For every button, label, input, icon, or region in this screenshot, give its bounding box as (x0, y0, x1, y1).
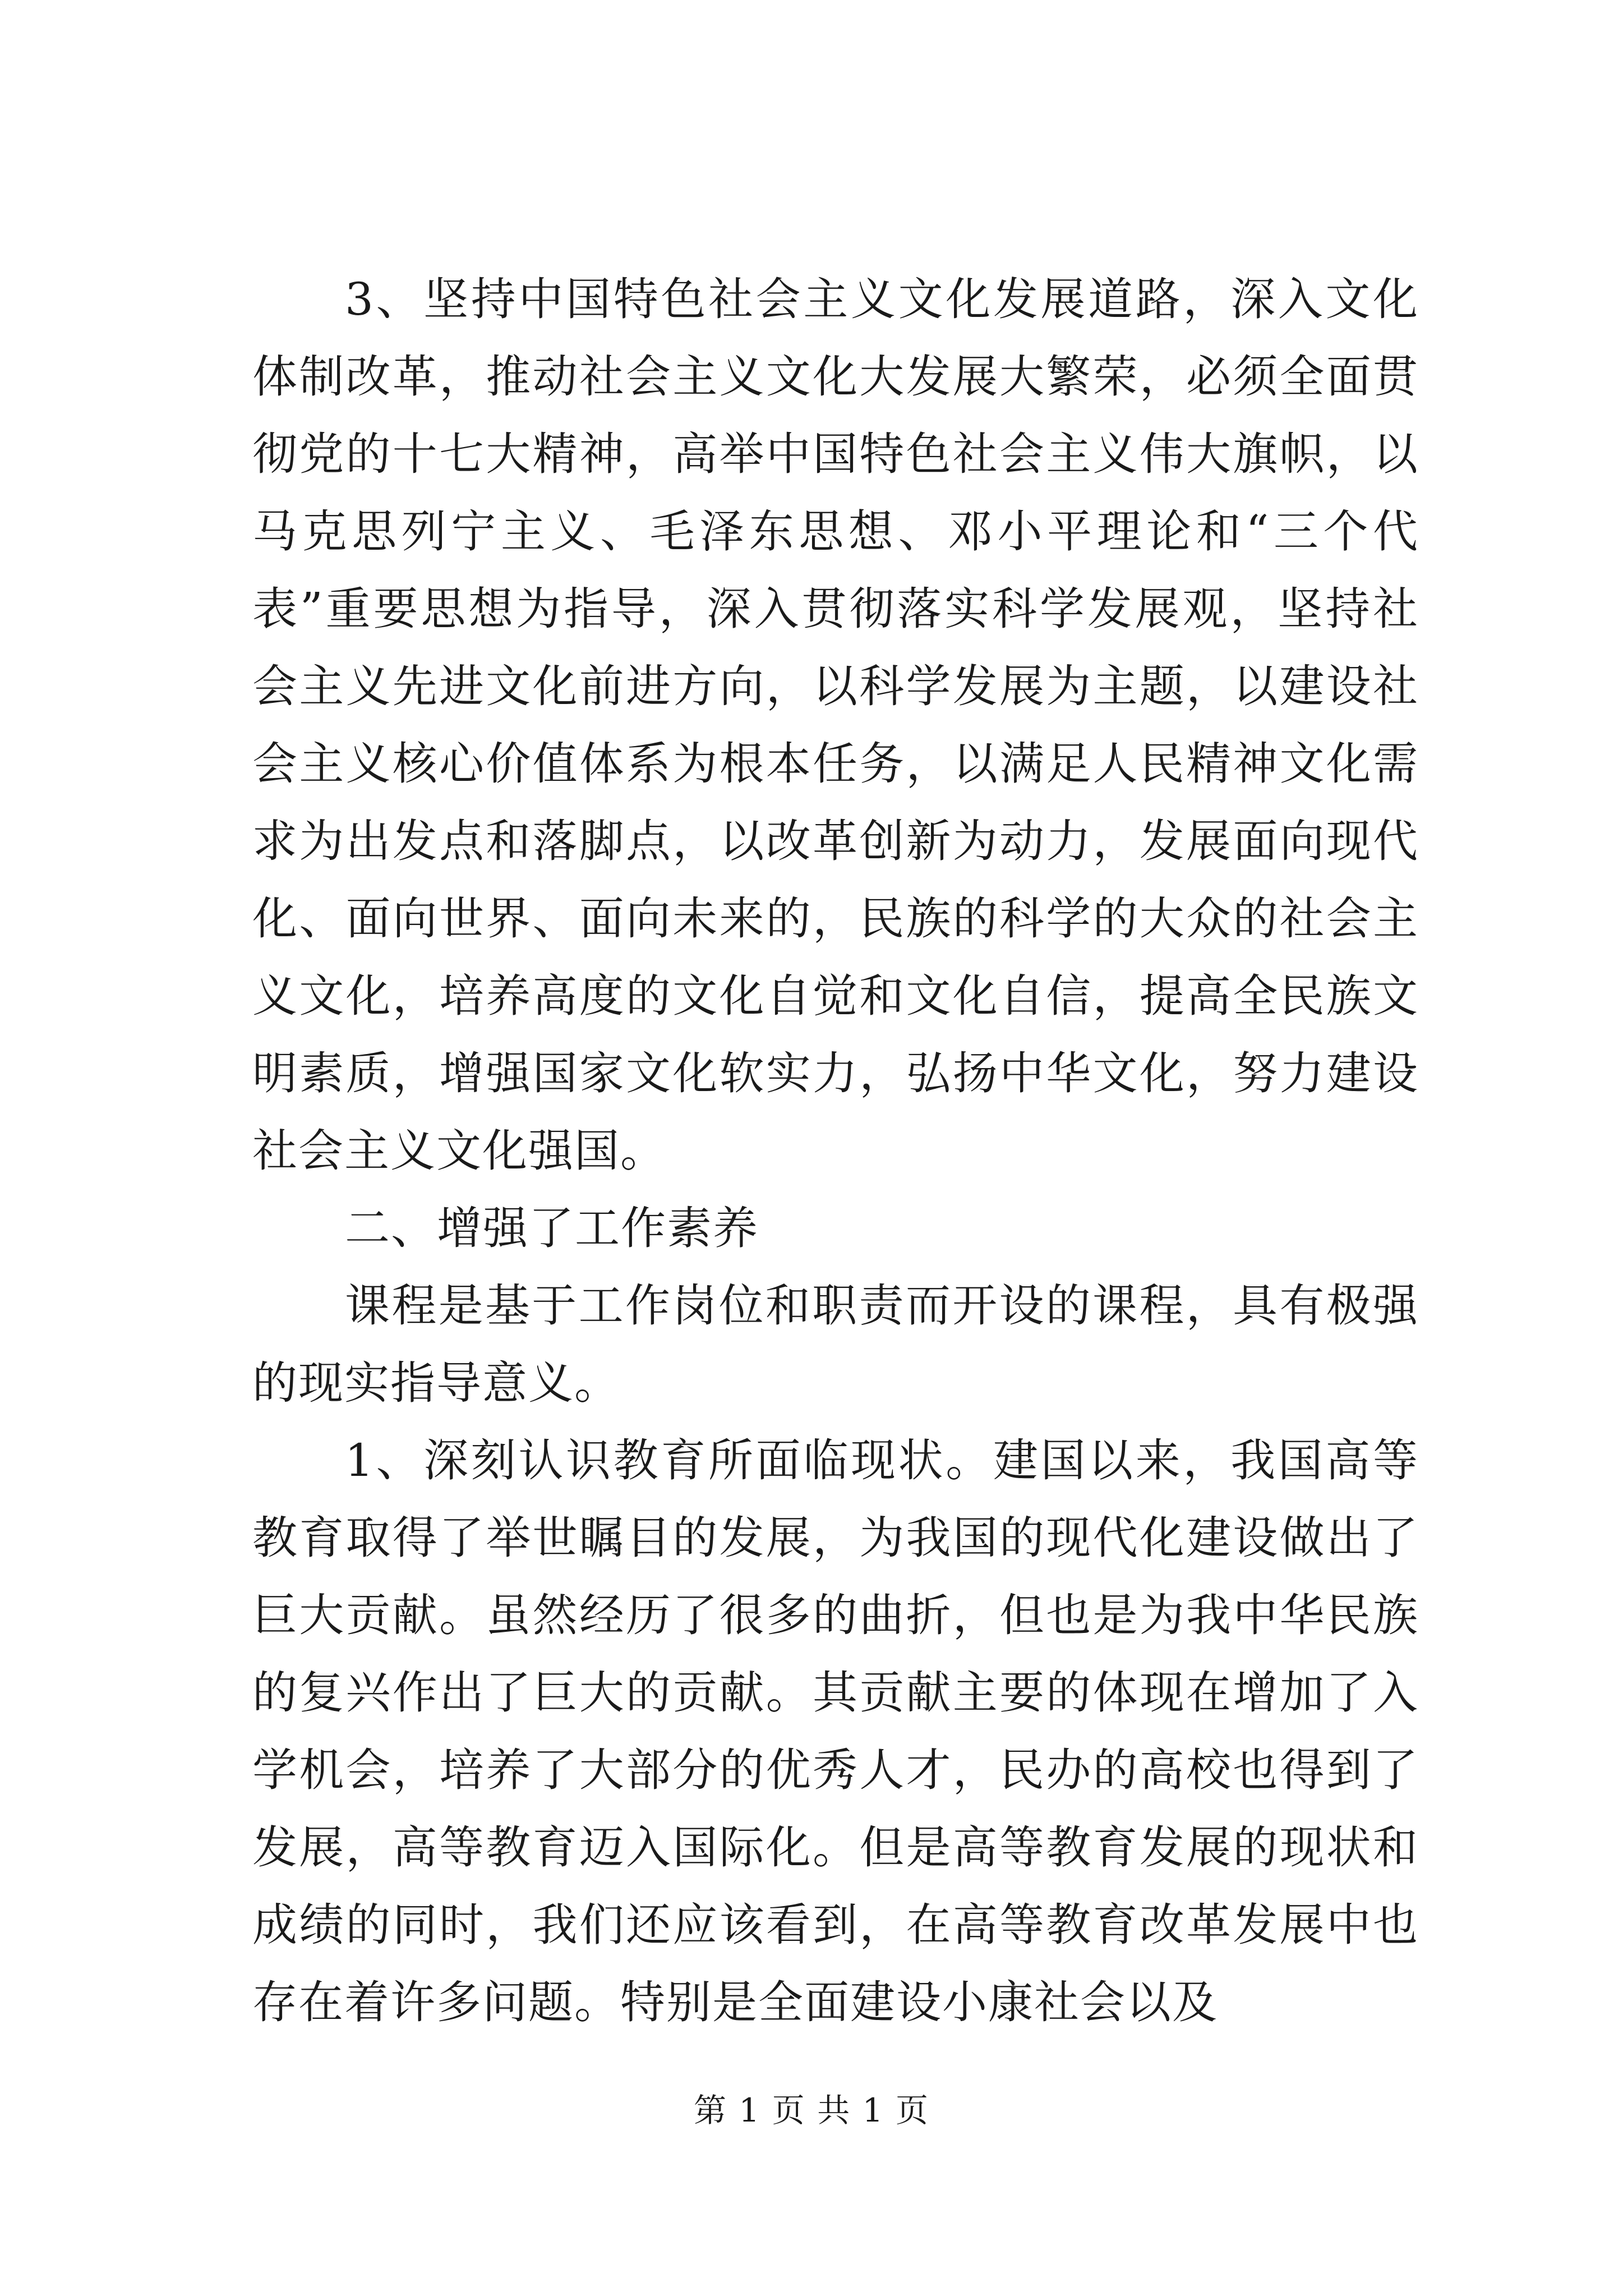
section-heading-work-literacy: 二、增强了工作素养 (345, 1202, 759, 1254)
paragraph-education-status: 1、深刻认识教育所面临现状。建国以来，我国高等教育取得了举世瞩目的发展，为我国的现代化建设做出了巨大贡献。虽然经历了很多的曲折，但也是为我中华民族的复兴作出了巨大的贡献。其贡献主要的体现在增加了入学机会，培养了大部分的优秀人才，民办的高校也得到了发展，高等教育迈入国际化。但是高等教育发展的现状和成绩的同时，我们还应该看到，在高等教育改革发展中也存在着许多问题。特别是全面建设小康社会以及 (252, 1434, 1419, 2028)
paragraph-culture-development: 3、坚持中国特色社会主义文化发展道路，深入文化体制改革，推动社会主义文化大发展大繁荣，必须全面贯彻党的十七大精神，高举中国特色社会主义伟大旗帜，以马克思列宁主义、毛泽东思想、邓小平理论和“三个代表”重要思想为指导，深入贯彻落实科学发展观，坚持社会主义先进文化前进方向，以科学发展为主题，以建设社会主义核心价值体系为根本任务，以满足人民精神文化需求为出发点和落脚点，以改革创新为动力，发展面向现代化、面向世界、面向未来的，民族的科学的大众的社会主义文化，培养高度的文化自觉和文化自信，提高全民族文明素质，增强国家文化软实力，弘扬中华文化，努力建设社会主义文化强国。 (252, 273, 1419, 1177)
page-footer: 第 1 页 共 1 页 (694, 2091, 929, 2129)
document-body (252, 261, 1419, 2041)
paragraph-course-meaning: 课程是基于工作岗位和职责而开设的课程，具有极强的现实指导意义。 (252, 1280, 1419, 1409)
